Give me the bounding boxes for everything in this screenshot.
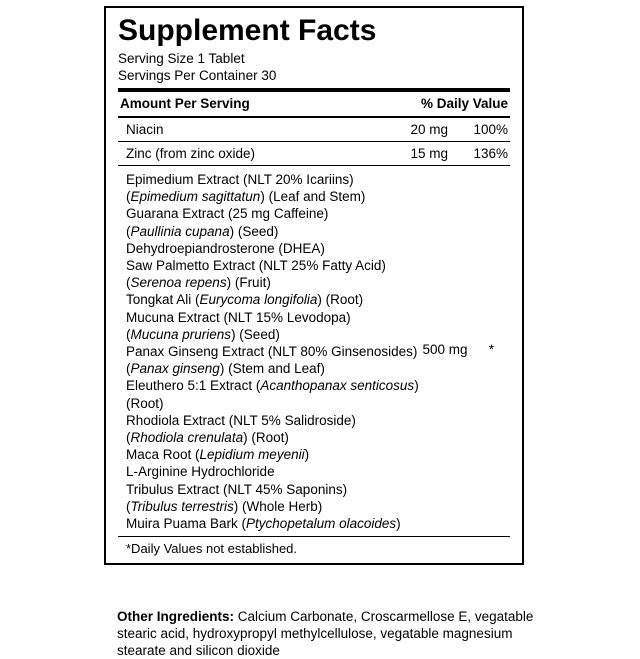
other-ingredients-label: Other Ingredients: <box>117 609 235 624</box>
blend-amount-cell <box>419 171 476 532</box>
blend-line-latin-name: Acanthopanax senticosus <box>260 378 415 394</box>
table-header-row <box>118 92 510 116</box>
blend-ingredient-list <box>118 171 419 532</box>
blend-line-text: L-Arginine Hydrochloride <box>126 464 275 480</box>
footnote: *Daily Values not established. <box>126 541 298 557</box>
nutrient-amount: 15 mg <box>410 146 448 161</box>
blend-daily-value-cell <box>475 171 510 532</box>
blend-line-text: Tribulus Extract (NLT 45% Saponins) <box>126 481 348 497</box>
blend-ingredient-line <box>126 274 419 291</box>
blend-line-text-tail: ) (Root) <box>243 430 289 446</box>
blend-line-text: Rhodiola Extract (NLT 5% Salidroside) <box>126 412 356 428</box>
blend-ingredient-line <box>126 171 419 188</box>
header-amount-per-serving: Amount Per Serving <box>120 96 250 111</box>
blend-line-text: Mucuna Extract (NLT 15% Levodopa) <box>126 309 351 325</box>
blend-line-text-tail: ) <box>396 516 401 532</box>
blend-line-text: Tongkat Ali ( <box>126 292 200 308</box>
blend-line-text: Maca Root ( <box>126 447 200 463</box>
other-ingredients-text: Calcium Carbonate, Croscarmellose E, vegatable stearic acid, hydroxypropyl methylcellulose, vegatable magnesium stearate and silicon dioxide <box>117 609 534 658</box>
nutrient-name: Zinc (from zinc oxide) <box>126 146 256 161</box>
blend-ingredient-line <box>126 326 419 343</box>
blend-line-latin-name: Ptychopetalum olacoides <box>246 516 397 532</box>
blend-line-text: ( <box>126 189 131 205</box>
blend-line-text-tail: ) (Root) <box>317 292 364 308</box>
blend-line-text: Guarana Extract (25 mg Caffeine) <box>126 206 329 222</box>
blend-line-text: ( <box>126 223 131 239</box>
blend-ingredient-line <box>126 446 419 463</box>
blend-ingredient-line <box>126 360 419 377</box>
proprietary-blend-row <box>118 166 510 536</box>
nutrient-amount: 20 mg <box>410 122 448 137</box>
blend-ingredient-line <box>126 188 419 205</box>
blend-line-text: ( <box>126 361 131 377</box>
servings-per-container: Servings Per Container 30 <box>118 68 277 83</box>
blend-line-latin-name: Mucuna pruriens <box>130 326 232 342</box>
nutrient-daily-value: 100% <box>473 122 508 137</box>
blend-line-text: Muira Puama Bark ( <box>126 516 247 532</box>
blend-ingredient-line <box>126 463 419 480</box>
supplement-facts-panel <box>104 6 524 565</box>
blend-line-latin-name: Panax ginseng <box>130 361 220 377</box>
blend-line-text: Panax Ginseng Extract (NLT 80% Ginsenosides) <box>126 344 418 360</box>
blend-line-text-tail: ) (Fruit) <box>226 275 271 291</box>
blend-line-text-tail: ) (Leaf and Stem) <box>260 189 366 205</box>
blend-ingredient-line <box>126 240 419 257</box>
blend-ingredient-line <box>126 498 419 515</box>
blend-line-latin-name: Epimedium sagittatun <box>130 189 261 205</box>
blend-ingredient-line <box>126 429 419 446</box>
blend-line-text-tail: ) <box>414 378 419 394</box>
blend-ingredient-line <box>126 223 419 240</box>
blend-line-text-tail: ) (Seed) <box>229 223 279 239</box>
blend-line-text: Eleuthero 5:1 Extract ( <box>126 378 261 394</box>
blend-line-text: ( <box>126 430 131 446</box>
other-ingredients <box>117 608 537 659</box>
blend-ingredient-line <box>126 412 419 429</box>
blend-line-text-tail: ) (Stem and Leaf) <box>219 361 325 377</box>
blend-ingredient-line <box>126 257 419 274</box>
table-row <box>118 142 510 165</box>
nutrient-name: Niacin <box>126 122 164 137</box>
blend-ingredient-line <box>126 377 419 394</box>
blend-line-text-tail: ) (Seed) <box>231 326 280 342</box>
nutrient-daily-value: 136% <box>473 146 508 161</box>
blend-ingredient-line <box>126 481 419 498</box>
blend-line-text: Epimedium Extract (NLT 20% Icariins) <box>126 172 354 187</box>
blend-ingredient-line <box>126 395 419 412</box>
blend-ingredient-line <box>126 309 419 326</box>
blend-line-text-tail: ) (Whole Herb) <box>233 498 323 514</box>
blend-line-text: ( <box>126 326 131 342</box>
blend-line-latin-name: Serenoa repens <box>130 275 227 291</box>
blend-line-latin-name: Rhodiola crenulata <box>130 430 244 446</box>
blend-daily-value: * <box>488 342 494 357</box>
blend-line-latin-name: Tribulus terrestris <box>130 498 234 514</box>
header-daily-value: % Daily Value <box>420 96 508 111</box>
table-row <box>118 118 510 141</box>
page-title: Supplement Facts <box>118 14 377 47</box>
blend-line-text: ( <box>126 275 131 291</box>
blend-ingredient-line <box>126 515 419 532</box>
blend-ingredient-line <box>126 205 419 222</box>
blend-line-latin-name: Lepidium meyenii <box>199 447 305 463</box>
blend-line-text: (Root) <box>126 395 164 411</box>
blend-amount: 500 mg <box>422 342 468 357</box>
blend-ingredient-line <box>126 291 419 308</box>
serving-size: Serving Size 1 Tablet <box>118 51 245 66</box>
blend-ingredient-line <box>126 343 419 360</box>
blend-line-text-tail: ) <box>304 447 310 463</box>
blend-line-text: Saw Palmetto Extract (NLT 25% Fatty Acid) <box>126 258 386 274</box>
blend-line-latin-name: Eurycoma longifolia <box>199 292 318 308</box>
blend-line-text: Dehydroepiandrosterone (DHEA) <box>126 240 325 256</box>
blend-line-text: ( <box>126 498 131 514</box>
blend-line-latin-name: Paullinia cupana <box>130 223 230 239</box>
